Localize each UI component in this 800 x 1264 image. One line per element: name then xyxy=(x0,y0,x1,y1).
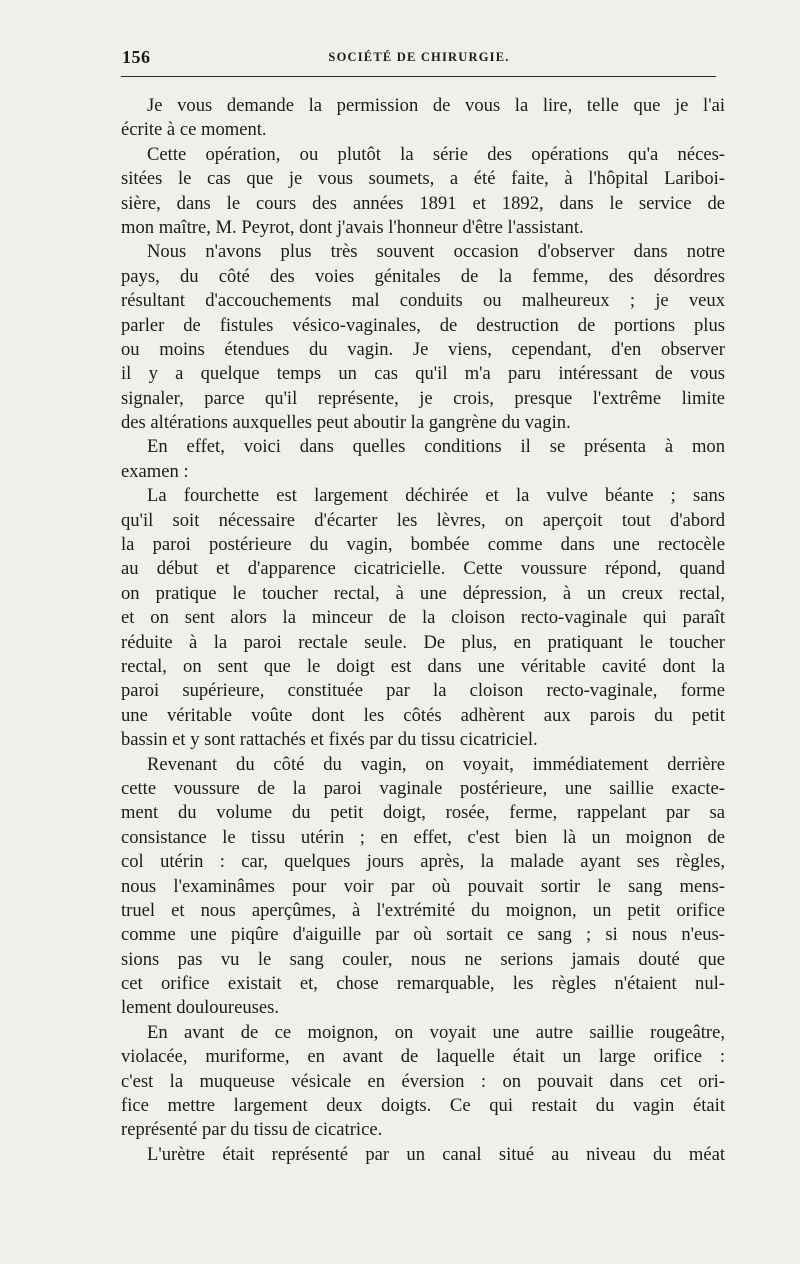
text-line: En effet, voici dans quelles conditions il se présenta à mon xyxy=(147,436,725,458)
text-line: Nous n'avons plus très souvent occasion d'observer dans notre xyxy=(147,241,725,263)
text-line: ou moins étendues du vagin. Je viens, cependant, d'en observer xyxy=(121,338,725,360)
text-line: truel et nous aperçûmes, à l'extrémité du moignon, un petit orifice xyxy=(121,899,725,921)
text-line: on pratique le toucher rectal, à une dépression, à un creux rectal, xyxy=(121,582,725,604)
text-line: lement douloureuses. xyxy=(121,997,280,1019)
body-text xyxy=(121,94,725,1167)
text-line: Revenant du côté du vagin, on voyait, immédiatement derrière xyxy=(147,753,725,775)
text-line: sions pas vu le sang couler, nous ne serions jamais douté que xyxy=(121,948,725,970)
text-line: col utérin : car, quelques jours après, la malade ayant ses règles, xyxy=(121,851,725,873)
text-line: cet orifice existait et, chose remarquable, les règles n'étaient nul- xyxy=(121,973,725,995)
text-line: il y a quelque temps un cas qu'il m'a paru intéressant de vous xyxy=(121,363,725,385)
text-line: Cette opération, ou plutôt la série des opérations qu'a néces- xyxy=(147,143,725,165)
text-line: c'est la muqueuse vésicale en éversion : on pouvait dans cet ori- xyxy=(121,1070,725,1092)
text-line: fice mettre largement deux doigts. Ce qui restait du vagin était xyxy=(121,1095,725,1117)
text-line: consistance le tissu utérin ; en effet, c'est bien là un moignon de xyxy=(121,826,725,848)
text-line: mon maître, M. Peyrot, dont j'avais l'honneur d'être l'assistant. xyxy=(121,216,584,238)
text-line: des altérations auxquelles peut aboutir la gangrène du vagin. xyxy=(121,412,571,434)
text-line: La fourchette est largement déchirée et la vulve béante ; sans xyxy=(147,485,725,507)
text-line: au début et d'apparence cicatricielle. Cette voussure répond, quand xyxy=(121,558,725,580)
text-line: bassin et y sont rattachés et fixés par du tissu cicatriciel. xyxy=(121,729,538,751)
text-line: la paroi postérieure du vagin, bombée comme dans une rectocèle xyxy=(121,534,725,556)
text-line: résultant d'accouchements mal conduits ou malheureux ; je veux xyxy=(121,290,725,312)
text-line: parler de fistules vésico-vaginales, de destruction de portions plus xyxy=(121,314,725,336)
text-line: examen : xyxy=(121,460,189,482)
text-line: Je vous demande la permission de vous la lire, telle que je l'ai xyxy=(147,95,725,116)
text-line: violacée, muriforme, en avant de laquelle était un large orifice : xyxy=(121,1046,725,1068)
text-line: L'urètre était représenté par un canal situé au niveau du méat xyxy=(147,1143,725,1165)
text-line: qu'il soit nécessaire d'écarter les lèvres, on aperçoit tout d'abord xyxy=(121,509,725,531)
text-line: paroi supérieure, constituée par la cloison recto-vaginale, forme xyxy=(121,680,725,702)
text-line: sitées le cas que je vous soumets, a été faite, à l'hôpital Lariboi- xyxy=(121,168,725,190)
text-line: nous l'examinâmes pour voir par où pouvait sortir le sang mens- xyxy=(121,875,725,897)
text-line: sière, dans le cours des années 1891 et 1892, dans le service de xyxy=(121,192,725,214)
text-line: pays, du côté des voies génitales de la femme, des désordres xyxy=(121,265,725,287)
text-line: et on sent alors la minceur de la cloison recto-vaginale qui paraît xyxy=(121,607,725,629)
text-line: rectal, on sent que le doigt est dans une véritable cavité dont la xyxy=(121,655,725,677)
header-rule xyxy=(121,76,716,77)
running-header xyxy=(118,47,720,69)
text-line: écrite à ce moment. xyxy=(121,119,267,141)
text-line: cette voussure de la paroi vaginale postérieure, une saillie exacte- xyxy=(121,777,725,799)
text-line: signaler, parce qu'il représente, je crois, presque l'extrême limite xyxy=(121,387,725,409)
text-line: réduite à la paroi rectale seule. De plus, en pratiquant le toucher xyxy=(121,631,725,653)
page-number: 156 xyxy=(122,47,151,67)
text-line: comme une piqûre d'aiguille par où sortait ce sang ; si nous n'eus- xyxy=(121,924,725,946)
journal-title: SOCIÉTÉ DE CHIRURGIE. xyxy=(328,50,510,64)
text-line: représenté par du tissu de cicatrice. xyxy=(121,1119,383,1141)
text-line: une véritable voûte dont les côtés adhèrent aux parois du petit xyxy=(121,704,725,726)
text-line: En avant de ce moignon, on voyait une autre saillie rougeâtre, xyxy=(147,1021,725,1043)
text-line: ment du volume du petit doigt, rosée, ferme, rappelant par sa xyxy=(121,802,725,824)
